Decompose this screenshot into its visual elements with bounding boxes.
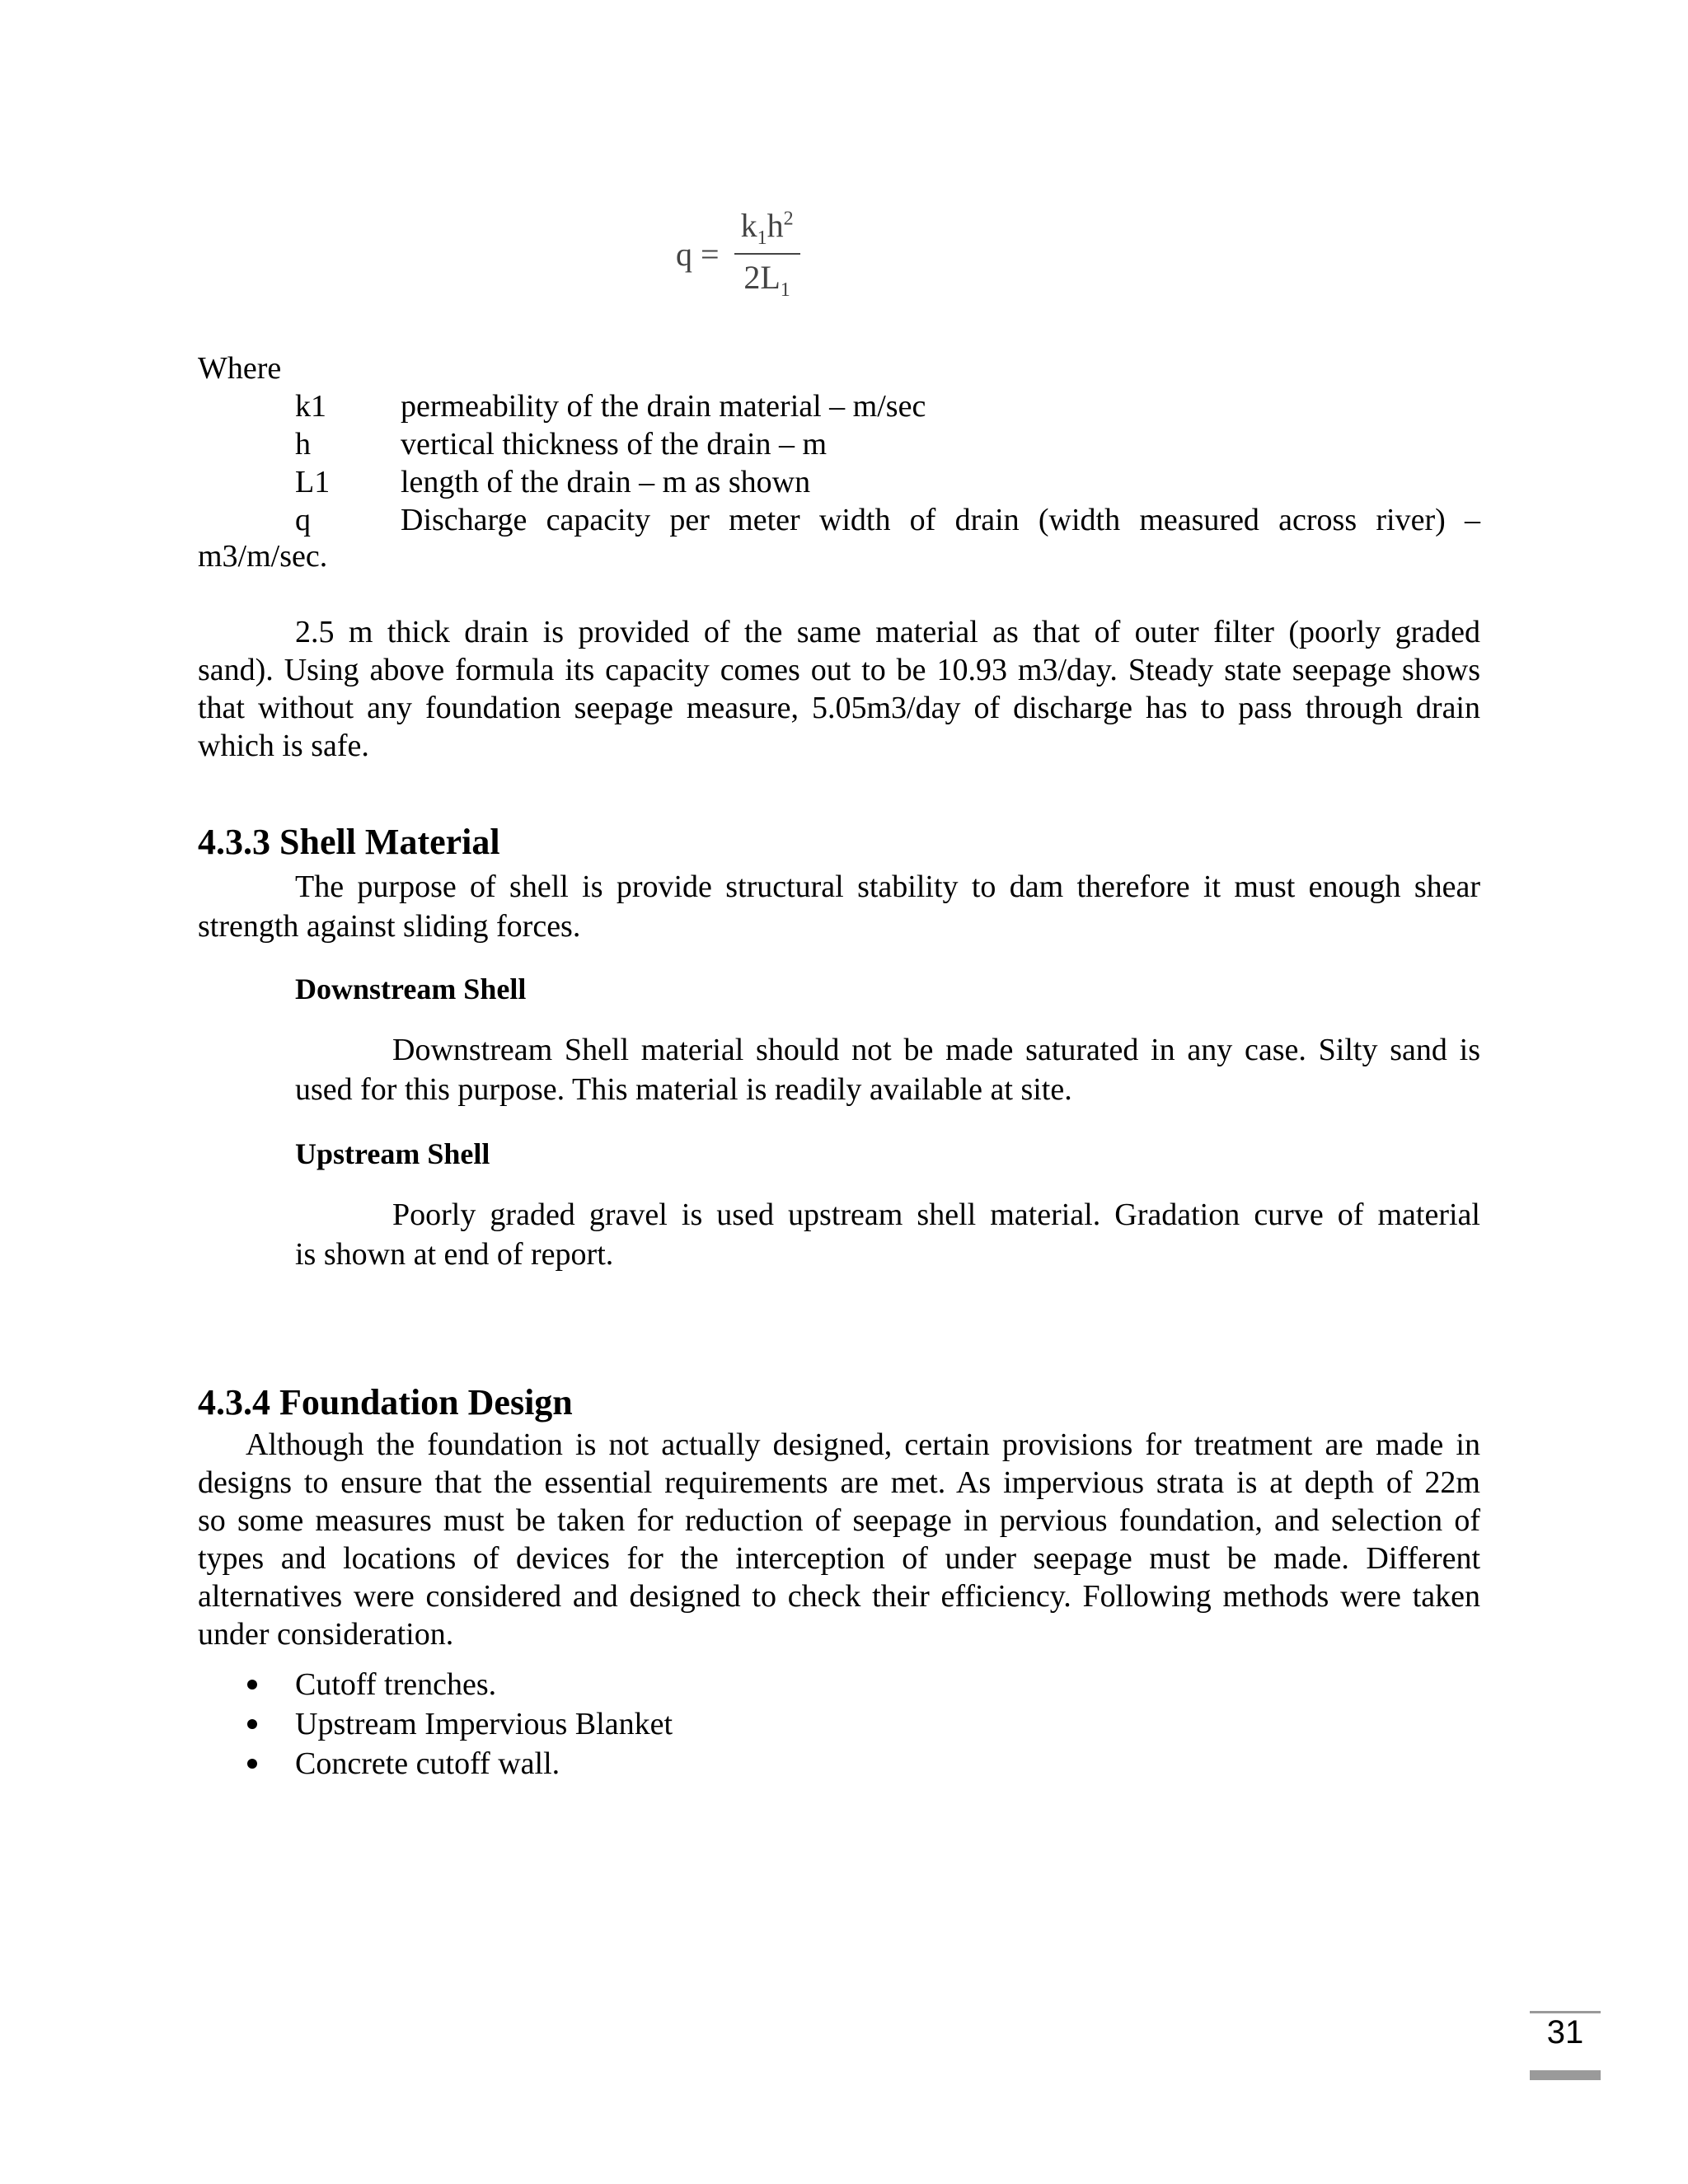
paragraph-line: 2.5 m thick drain is provided of the same material as that of outer filter (poorly graded — [295, 615, 1480, 649]
formula-h-sup: 2 — [783, 208, 794, 230]
downstream-paragraph — [295, 1030, 1480, 1109]
foundation-paragraph — [198, 1426, 1480, 1653]
definition-row — [198, 463, 1480, 501]
paragraph-line: Although the foundation is not actually designed, certain provisions for treatment are made in — [246, 1427, 1480, 1462]
formula-k-sub: 1 — [757, 227, 767, 249]
formula-equals: = — [701, 235, 720, 273]
paragraph-line: Downstream Shell material should not be made saturated in any case. Silty sand is — [392, 1033, 1480, 1067]
section-heading-shell-material: 4.3.3 Shell Material — [198, 822, 500, 862]
shell-paragraph — [198, 867, 1480, 946]
paragraph-line: that without any foundation seepage measure, 5.05m3/day of discharge has to pass through drain — [198, 691, 1480, 725]
paragraph-line: designs to ensure that the essential requirements are met. As impervious strata is at depth of 22m — [198, 1465, 1480, 1500]
discharge-formula — [676, 206, 800, 302]
subheading-upstream-shell: Upstream Shell — [295, 1137, 490, 1170]
list-item-text: Upstream Impervious Blanket — [295, 1707, 673, 1741]
definition-description: permeability of the drain material – m/sec — [401, 389, 926, 424]
definition-row — [198, 425, 1480, 463]
list-item — [198, 1665, 1480, 1704]
paragraph-line: strength against sliding forces. — [198, 909, 581, 944]
paragraph-line: used for this purpose. This material is readily available at site. — [295, 1072, 1072, 1107]
list-item — [198, 1704, 1480, 1744]
definition-symbol: L1 — [295, 465, 331, 499]
definition-description: length of the drain – m as shown — [401, 465, 811, 499]
drain-paragraph — [198, 613, 1480, 765]
definition-description: Discharge capacity per meter width of drain (width measured across river) – — [401, 503, 1480, 537]
page-number-top-rule — [1530, 2011, 1601, 2013]
bullet-icon — [247, 1719, 257, 1729]
upstream-paragraph — [295, 1195, 1480, 1274]
list-item — [198, 1744, 1480, 1783]
definition-row — [198, 387, 1480, 425]
definition-continuation: m3/m/sec. — [198, 539, 328, 574]
paragraph-line: so some measures must be taken for reduction of seepage in pervious foundation, and selection of — [198, 1503, 1480, 1538]
paragraph-line: under consideration. — [198, 1617, 454, 1652]
bullet-icon — [247, 1680, 257, 1690]
where-label: Where — [198, 351, 282, 386]
definition-row — [198, 501, 1480, 539]
list-item-text: Concrete cutoff wall. — [295, 1746, 560, 1781]
formula-denominator — [743, 255, 790, 302]
definition-symbol: k1 — [295, 389, 326, 424]
formula-2l: 2L — [743, 259, 781, 296]
page-number-bottom-bar — [1530, 2070, 1601, 2080]
paragraph-line: The purpose of shell is provide structural stability to dam therefore it must enough shear — [295, 869, 1480, 904]
paragraph-line: sand). Using above formula its capacity comes out to be 10.93 m3/day. Steady state seepage shows — [198, 653, 1480, 687]
page-number: 31 — [1546, 2014, 1584, 2050]
subheading-downstream-shell: Downstream Shell — [295, 972, 527, 1005]
foundation-methods-list — [198, 1665, 1480, 1783]
definition-symbol: h — [295, 427, 311, 462]
bullet-icon — [247, 1759, 257, 1769]
formula-numerator — [734, 206, 800, 255]
formula-h: h — [767, 207, 784, 244]
formula-l-sub: 1 — [780, 279, 790, 301]
paragraph-line: which is safe. — [198, 729, 369, 763]
formula-fraction — [734, 206, 800, 302]
definition-symbol: q — [295, 503, 311, 537]
formula-lhs: q — [676, 235, 692, 273]
paragraph-line: is shown at end of report. — [295, 1237, 614, 1272]
list-item-text: Cutoff trenches. — [295, 1667, 497, 1702]
section-heading-foundation-design: 4.3.4 Foundation Design — [198, 1382, 573, 1422]
formula-k: k — [740, 207, 757, 244]
paragraph-line: Poorly graded gravel is used upstream shell material. Gradation curve of material — [392, 1197, 1480, 1232]
paragraph-line: types and locations of devices for the interception of under seepage must be made. Different — [198, 1541, 1480, 1576]
paragraph-line: alternatives were considered and designed to check their efficiency. Following methods were taken — [198, 1579, 1480, 1614]
definition-description: vertical thickness of the drain – m — [401, 427, 828, 462]
